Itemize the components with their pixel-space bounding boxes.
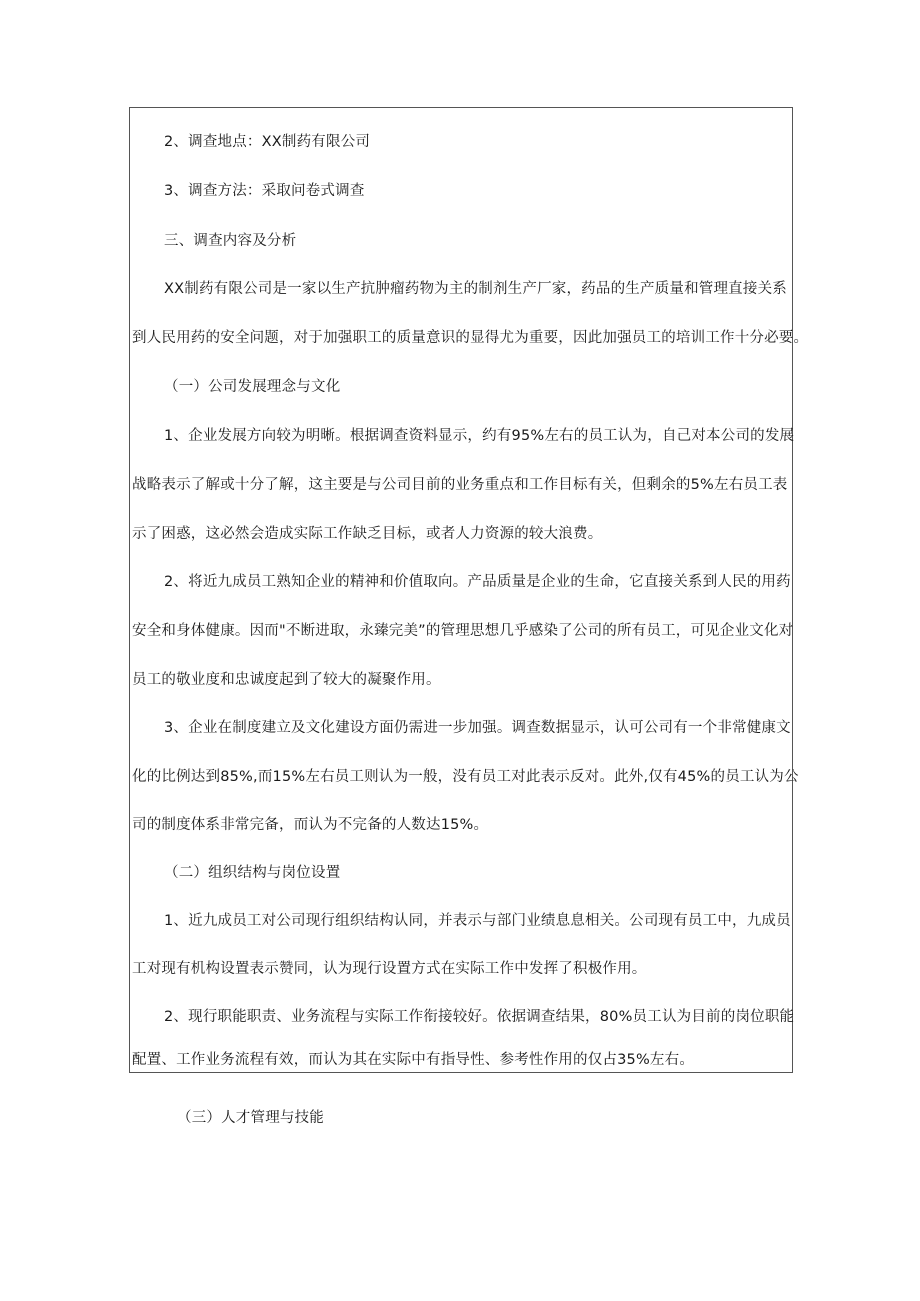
document-frame	[129, 107, 809, 1073]
culture-point-3-line-1: 3、企业在制度建立及文化建设方面仍需进一步加强。调查数据显示，认可公司有一个非常健康文	[164, 720, 791, 736]
intro-paragraph-line-1: XX制药有限公司是一家以生产抗肿瘤药物为主的制剂生产厂家，药品的生产质量和管理直接关系	[164, 281, 787, 297]
org-point-1-line-2: 工对现有机构设置表示赞同，认为现行设置方式在实际工作中发挥了积极作用。	[132, 961, 647, 977]
org-point-1-line-1: 1、近九成员工对公司现行组织结构认同，并表示与部门业绩息息相关。公司现有员工中，九成员	[164, 913, 791, 929]
survey-location-line: 2、调查地点：XX制药有限公司	[164, 134, 371, 150]
org-point-2-line-2: 配置、工作业务流程有效，而认为其在实际中有指导性、参考性作用的仅占35%左右。	[132, 1052, 695, 1068]
survey-method-line: 3、调查方法：采取问卷式调查	[164, 183, 365, 199]
culture-point-2-line-1: 2、将近九成员工熟知企业的精神和价值取向。产品质量是企业的生命，它直接关系到人民的用药	[164, 574, 791, 590]
subheading-culture: （一）公司发展理念与文化	[164, 379, 341, 395]
org-point-2-line-1: 2、现行职能职责、业务流程与实际工作衔接较好。依据调查结果，80%员工认为目前的岗位职能	[164, 1009, 795, 1025]
intro-paragraph-line-2: 到人民用药的安全问题，对于加强职工的质量意识的显得尤为重要，因此加强员工的培训工作十分必要。	[132, 330, 809, 346]
section-heading-survey-content: 三、调查内容及分析	[164, 233, 297, 249]
culture-point-1-line-3: 示了困惑，这必然会造成实际工作缺乏目标，或者人力资源的较大浪费。	[132, 526, 603, 542]
culture-point-1-line-1: 1、企业发展方向较为明晰。根据调查资料显示，约有95%左右的员工认为，自己对本公司的发展	[164, 428, 795, 444]
subheading-organization: （二）组织结构与岗位设置	[164, 865, 341, 881]
culture-point-2-line-2: 安全和身体健康。因而"不断进取，永臻完美”的管理思想几乎感染了公司的所有员工，可见企业文化对	[132, 623, 794, 639]
culture-point-1-line-2: 战略表示了解或十分了解，这主要是与公司目前的业务重点和工作目标有关，但剩余的5%左右员工表	[132, 477, 788, 493]
subheading-talent-management: （三）人才管理与技能	[177, 1110, 324, 1126]
culture-point-3-line-3: 司的制度体系非常完备，而认为不完备的人数达15%。	[132, 817, 489, 833]
culture-point-3-line-2: 化的比例达到85%,而15%左右员工则认为一般，没有员工对此表示反对。此外,仅有45%的员工认为公	[132, 769, 799, 785]
culture-point-2-line-3: 员工的敬业度和忠诚度起到了较大的凝聚作用。	[132, 672, 441, 688]
